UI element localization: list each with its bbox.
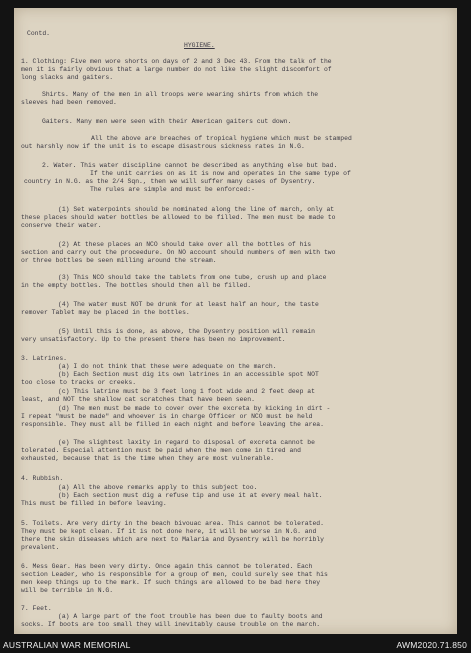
- text-line: (3) This NCO should take the tablets from one tube, crush up and place: [58, 274, 327, 281]
- text-line: socks. If boots are too small they will inevitably cause trouble on the march.: [21, 621, 321, 628]
- text-line: remover Tablet may be placed in the bottles.: [21, 309, 190, 316]
- text-line: (1) Set waterpoints should be nominated along the line of march, only at: [58, 206, 335, 213]
- text-line: (b) Each Section must dig its own latrines in an accessible spot NOT: [58, 371, 319, 378]
- text-line: (c) This latrine must be 3 feet long 1 foot wide and 2 feet deep at: [58, 388, 315, 395]
- text-line: I repeat "must be made" and whoever is in charge Officer or NCO must be held: [21, 413, 313, 420]
- text-line: 6. Mess Gear. Has been very dirty. Once again this cannot be tolerated. Each: [21, 563, 313, 570]
- text-line: or three bottles be seen milling around the stream.: [21, 257, 217, 264]
- text-line: tolerated. Especial attention must be paid when the men come in tired and: [21, 447, 301, 454]
- text-line: Shirts. Many of the men in all troops were wearing shirts from which the: [42, 91, 319, 98]
- text-line: section Leader, who is responsible for a group of men, could surely see that his: [21, 571, 328, 578]
- text-line: long slacks and gaiters.: [21, 74, 114, 81]
- text-line: (d) The men must be made to cover over the excreta by kicking in dirt -: [58, 405, 331, 412]
- text-line: This must be filled in before leaving.: [21, 500, 167, 507]
- text-line: 4. Rubbish.: [21, 475, 64, 482]
- archive-footer: [0, 635, 471, 653]
- text-line: 3. Latrines.: [21, 355, 68, 362]
- text-line: men keep things up to the mark. If such things are allowed to be bad here they: [21, 579, 321, 586]
- text-line: least, and NOT the shallow cat scratches that have been seen.: [21, 396, 255, 403]
- text-line: exhausted, because that is the time when they are most vulnerable.: [21, 455, 275, 462]
- text-line: will be terrible in N.G.: [21, 587, 114, 594]
- text-line: conserve their water.: [21, 222, 102, 229]
- archive-name: AUSTRALIAN WAR MEMORIAL: [3, 640, 131, 650]
- text-line: (5) Until this is done, as above, the Dysentry position will remain: [58, 328, 315, 335]
- text-line: (4) The water must NOT be drunk for at least half an hour, the taste: [58, 301, 319, 308]
- text-line: 7. Feet.: [21, 605, 52, 612]
- text-line: (b) Each section must dig a refuse tip and use it at every meal halt.: [58, 492, 323, 499]
- text-line: too close to tracks or creeks.: [21, 379, 137, 386]
- text-line: out harshly now if the unit is to escape disastrous sickness rates in N.G.: [21, 143, 305, 150]
- text-line: section and carry out the proceedure. On NO account should numbers of men with two: [21, 249, 336, 256]
- text-line: Gaiters. Many men were seen with their American gaiters cut down.: [42, 118, 292, 125]
- text-line: country in N.G. as the 2/4 Sqn., then we will suffer many cases of Dysentry.: [24, 178, 316, 185]
- text-line: prevalent.: [21, 544, 60, 551]
- text-line: (a) All the above remarks apply to this subject too.: [58, 484, 258, 491]
- text-line: 2. Water. This water discipline cannot be described as anything else but bad.: [42, 162, 338, 169]
- text-line: sleeves had been removed.: [21, 99, 117, 106]
- text-line: (2) At these places an NCO should take over all the bottles of his: [58, 241, 312, 248]
- text-line: very unsatisfactory. Up to the present there has been no improvement.: [21, 336, 286, 343]
- text-line: The rules are simple and must be enforced:-: [90, 186, 255, 193]
- text-line: in the empty bottles. The bottles should then all be filled.: [21, 282, 252, 289]
- text-line: (a) A large part of the foot trouble has been due to faulty boots and: [58, 613, 323, 620]
- text-line: If the unit carries on as it is now and operates in the same type of: [90, 170, 351, 177]
- text-line: 1. Clothing: Five men wore shorts on days of 2 and 3 Dec 43. From the talk of the: [21, 58, 332, 65]
- text-line: 5. Toilets. Are very dirty in the beach bivouac area. This cannot be tolerated.: [21, 520, 324, 527]
- continued-label: Contd.: [27, 30, 51, 37]
- accession-number: AWM2020.71.850: [396, 640, 467, 650]
- text-line: there the skin diseases which are next to Malaria and Dysentry will be horribly: [21, 536, 324, 543]
- text-line: (a) I do not think that these were adequate on the march.: [58, 363, 277, 370]
- text-line: They must be kept clean. If it is not done here, it will be worse in N.G. and: [21, 528, 317, 535]
- document-title: HYGIENE.: [184, 42, 215, 49]
- text-line: All the above are breaches of tropical hygiene which must be stamped: [91, 135, 352, 142]
- text-line: men it is fairly obvious that a large number do not like the slight discomfort of: [21, 66, 332, 73]
- text-line: (e) The slightest laxity in regard to disposal of excreta cannot be: [58, 439, 315, 446]
- document-page: [14, 8, 457, 634]
- text-line: responsible. They must all be filled in each night and before leaving the area.: [21, 421, 324, 428]
- text-line: these places should water bottles be allowed to be filled. The men must be made to: [21, 214, 336, 221]
